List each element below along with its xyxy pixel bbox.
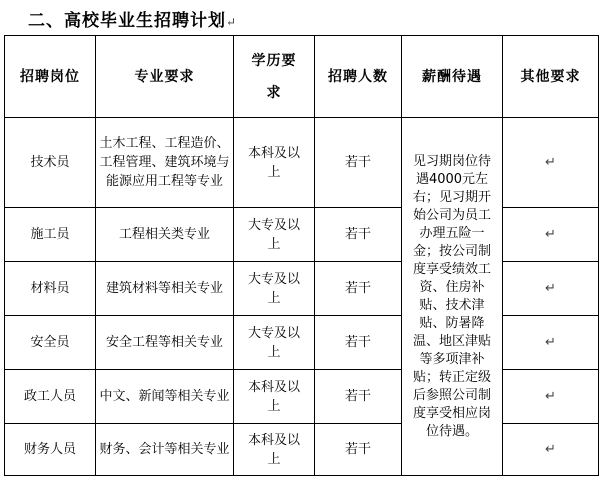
salary-cell: 见习期岗位待遇4000元左右；见习期开始公司为员工办理五险一金；按公司制度享受绩效工资、住房补贴、技术津贴、防暑降温、地区津贴等多项津补贴；转正定级后参照公司制度享受相应岗位待遇。 [402,118,503,476]
header-position: 招聘岗位 [5,36,96,118]
other-cell: ↵ [503,262,599,316]
other-cell: ↵ [503,424,599,476]
major-cell: 财务、会计等相关专业 [96,424,234,476]
position-cell: 技术员 [5,118,96,208]
header-count: 招聘人数 [315,36,402,118]
education-cell: 本科及以上 [234,370,315,424]
header-major: 专业要求 [96,36,234,118]
other-cell: ↵ [503,208,599,262]
education-cell: 本科及以上 [234,424,315,476]
paragraph-mark-icon: ↵ [226,15,238,29]
recruitment-plan-table [4,35,599,476]
education-cell: 大专及以上 [234,262,315,316]
table-row [5,118,599,208]
count-cell: 若干 [315,316,402,370]
count-cell: 若干 [315,370,402,424]
major-cell: 安全工程等相关专业 [96,316,234,370]
position-cell: 施工员 [5,208,96,262]
position-cell: 安全员 [5,316,96,370]
table-row [5,316,599,370]
other-cell: ↵ [503,118,599,208]
table-row [5,262,599,316]
major-cell: 土木工程、工程造价、工程管理、建筑环境与能源应用工程等专业 [96,118,234,208]
position-cell: 财务人员 [5,424,96,476]
position-cell: 材料员 [5,262,96,316]
education-cell: 大专及以上 [234,316,315,370]
count-cell: 若干 [315,424,402,476]
major-cell: 工程相关类专业 [96,208,234,262]
education-cell: 大专及以上 [234,208,315,262]
table-row [5,424,599,476]
table-row [5,370,599,424]
header-salary: 薪酬待遇 [402,36,503,118]
table-row [5,208,599,262]
position-cell: 政工人员 [5,370,96,424]
count-cell: 若干 [315,262,402,316]
header-other: 其他要求 [503,36,599,118]
section-heading-text: 二、高校毕业生招聘计划 [28,11,226,31]
header-education: 学历要求 [234,36,315,118]
major-cell: 中文、新闻等相关专业 [96,370,234,424]
major-cell: 建筑材料等相关专业 [96,262,234,316]
other-cell: ↵ [503,316,599,370]
education-cell: 本科及以上 [234,118,315,208]
table-header-row [5,36,599,118]
other-cell: ↵ [503,370,599,424]
section-heading [28,6,237,31]
count-cell: 若干 [315,118,402,208]
count-cell: 若干 [315,208,402,262]
